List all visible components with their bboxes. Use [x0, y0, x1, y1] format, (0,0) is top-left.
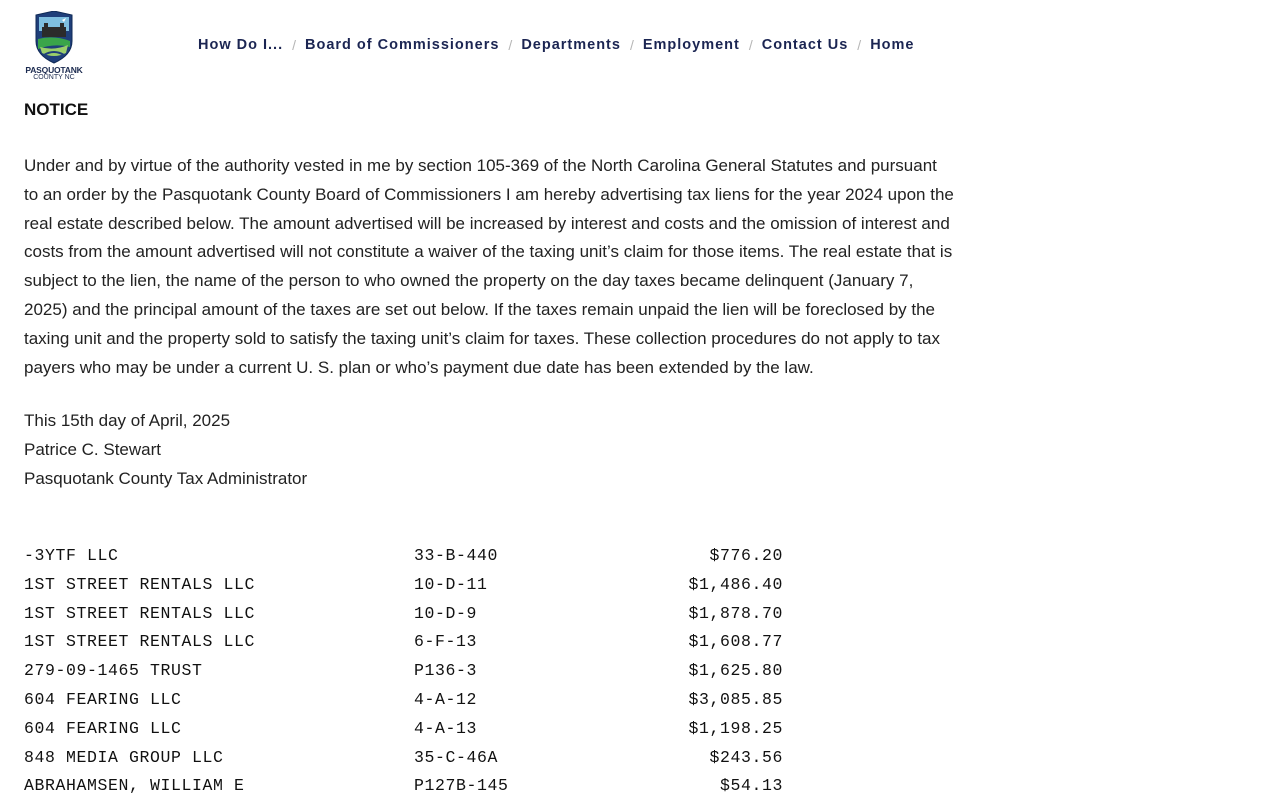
lien-row [24, 569, 824, 598]
owner-name: 1ST STREET RENTALS LLC [24, 574, 256, 594]
nav-separator: / [292, 37, 296, 53]
county-seal-icon [22, 11, 86, 65]
owner-name: ABRAHAMSEN, WILLIAM E [24, 776, 245, 796]
nav-board-of-commissioners[interactable]: Board of Commissioners [305, 37, 500, 53]
owner-name: 1ST STREET RENTALS LLC [24, 603, 256, 623]
lien-row [24, 540, 824, 569]
lien-row [24, 742, 824, 771]
nav-separator: / [508, 37, 513, 53]
parcel-id: 6-F-13 [414, 632, 478, 652]
parcel-id: 10-D-11 [414, 574, 488, 594]
owner-name: 604 FEARING LLC [24, 718, 182, 738]
tax-amount: $1,486.40 [688, 574, 783, 594]
nav-departments[interactable]: Departments [521, 37, 621, 53]
parcel-id: 4-A-13 [414, 718, 478, 738]
signature-block [24, 406, 954, 493]
owner-name: 279-09-1465 TRUST [24, 661, 203, 681]
lien-row [24, 626, 824, 655]
tax-amount: $1,608.77 [688, 632, 783, 652]
signer-title: Pasquotank County Tax Administrator [24, 469, 308, 489]
tax-amount: $776.20 [709, 546, 783, 565]
parcel-id: 33-B-440 [414, 546, 499, 565]
site-header [0, 0, 1280, 92]
parcel-id: 35-C-46A [414, 747, 499, 767]
parcel-id: P136-3 [414, 661, 478, 681]
nav-separator: / [748, 37, 753, 53]
lien-row [24, 713, 824, 742]
lien-list [24, 540, 824, 799]
parcel-id: 4-A-12 [414, 689, 478, 709]
tax-amount: $54.13 [719, 776, 783, 796]
lien-row [24, 684, 824, 713]
nav-separator: / [857, 37, 862, 53]
parcel-id: P127B-145 [414, 776, 509, 796]
logo-title: PASQUOTANK [25, 65, 83, 75]
owner-name: 604 FEARING LLC [24, 689, 182, 709]
lien-row [24, 598, 824, 627]
notice-title: NOTICE [24, 100, 89, 119]
signer-name: Patrice C. Stewart [24, 440, 161, 460]
nav-contact-us[interactable]: Contact Us [761, 37, 849, 53]
nav-how-do-i[interactable]: How Do I... [198, 37, 284, 53]
notice-body: Under and by virtue of the authority vested in me by section 105-369 of the North Carolina General Statutes and pursuant to an order by the Pasquotank County Board of Commissioners I am hereby advertising tax liens for the year 2024 upon the real estate described below. The amount advertised will be increased by interest and costs and the omission of interest and costs from the amount advertised will not constitute a waiver of the taxing unit’s claim for those items. The real estate that is subject to the lien, the name of the person to who owned the property on the day taxes became delinquent (January 7, 2025) and the principal amount of the taxes are set out below. If the taxes remain unpaid the lien will be foreclosed by the taxing unit and the property sold to satisfy the taxing unit’s claim for taxes. These collection procedures do not apply to tax payers who may be under a current U. S. plan or who’s payment due date has been extended by the law. [24, 156, 954, 377]
tax-amount: $1,198.25 [688, 718, 783, 738]
parcel-id: 10-D-9 [414, 603, 478, 623]
nav-separator: / [629, 37, 634, 53]
notice-date: This 15th day of April, 2025 [24, 411, 231, 431]
owner-name: 1ST STREET RENTALS LLC [24, 632, 256, 652]
tax-amount: $243.56 [709, 747, 783, 767]
owner-name: 848 MEDIA GROUP LLC [24, 747, 224, 767]
nav-home[interactable]: Home [870, 37, 915, 53]
tax-amount: $3,085.85 [688, 689, 783, 709]
tax-amount: $1,878.70 [688, 603, 783, 623]
main-nav [198, 37, 914, 53]
notice-content [24, 96, 954, 493]
lien-row [24, 770, 824, 799]
lien-row [24, 655, 824, 684]
owner-name: -3YTF LLC [24, 546, 119, 565]
county-logo[interactable] [22, 11, 86, 85]
logo-subtitle: COUNTY NC [33, 74, 75, 81]
nav-employment[interactable]: Employment [642, 37, 740, 53]
tax-amount: $1,625.80 [688, 661, 783, 681]
